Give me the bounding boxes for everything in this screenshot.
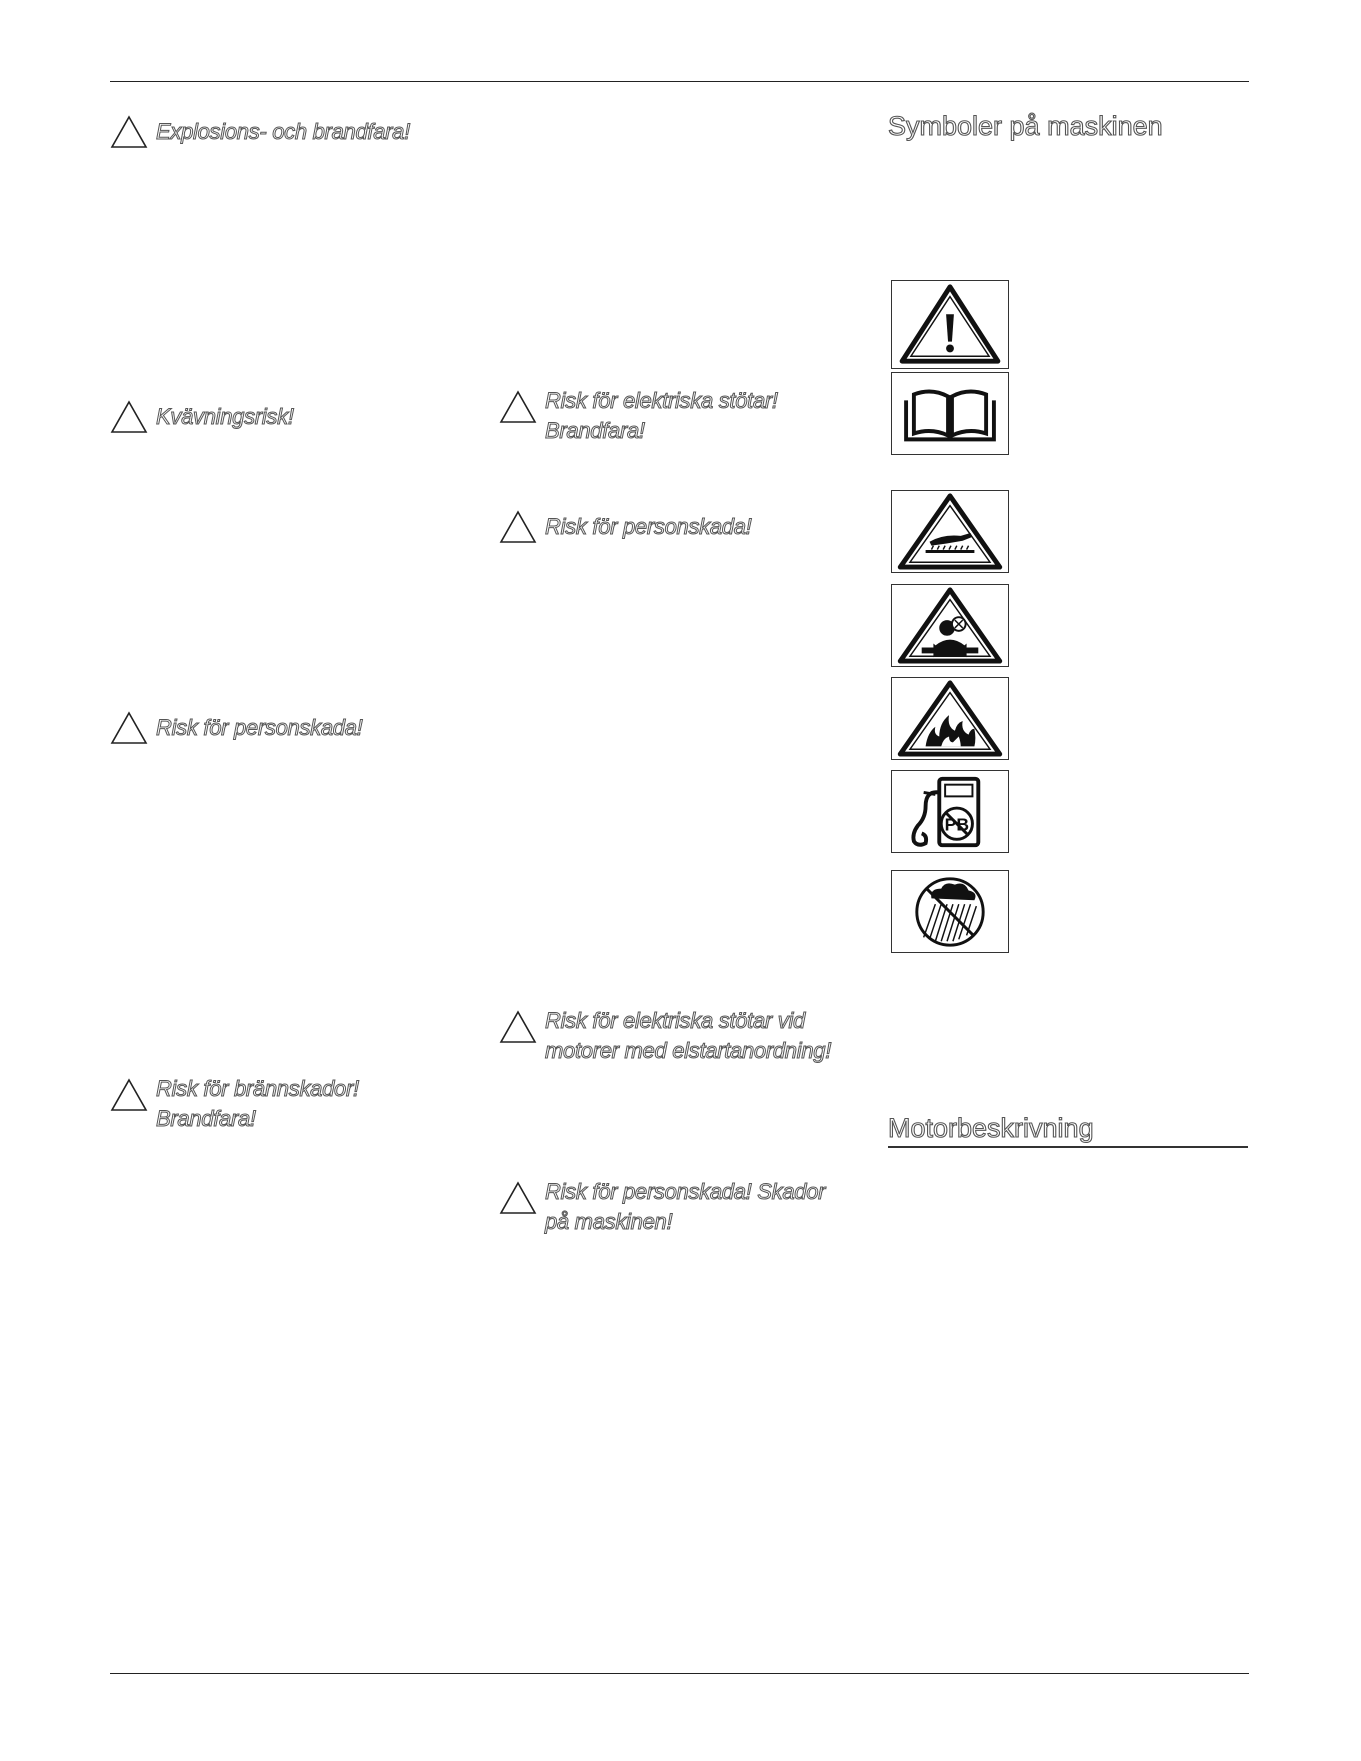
symbol-fire-hazard — [891, 677, 1009, 760]
warning-text: Kvävningsrisk! — [156, 404, 294, 429]
warning-line: Risk för elektriska stötar vid — [545, 1008, 805, 1033]
warning-line: på maskinen! — [545, 1209, 673, 1234]
exclamation-warning-icon — [892, 281, 1008, 368]
warning-text — [545, 1177, 825, 1237]
symbol-general-warning — [891, 280, 1009, 369]
warning-text — [545, 1006, 831, 1066]
toxic-fumes-icon — [892, 585, 1008, 666]
warning-triangle-icon — [110, 115, 148, 149]
fuel-pump-no-lead-icon — [892, 771, 1008, 852]
symbol-unleaded-fuel — [891, 770, 1009, 853]
warning-text: Risk för personskada! — [545, 514, 752, 539]
pb-label: PB — [944, 814, 970, 835]
warning-line: Brandfara! — [545, 418, 645, 443]
warning-line: Risk för brännskador! — [156, 1076, 359, 1101]
warning-triangle-icon — [499, 1010, 537, 1044]
hot-surface-icon — [892, 491, 1008, 572]
bottom-rule — [110, 1673, 1249, 1674]
fire-hazard-icon — [892, 678, 1008, 759]
warning-line: Brandfara! — [156, 1106, 256, 1131]
no-rain-icon — [892, 871, 1008, 952]
symbol-no-rain — [891, 870, 1009, 953]
top-rule — [110, 81, 1249, 82]
symbol-hot-surface — [891, 490, 1009, 573]
warning-triangle-icon — [499, 1181, 537, 1215]
warning-text — [156, 1074, 359, 1134]
warning-triangle-icon — [110, 400, 148, 434]
warning-text: Explosions- och brandfara! — [156, 119, 410, 144]
warning-text — [545, 386, 778, 446]
warning-triangle-icon — [110, 1078, 148, 1112]
warning-triangle-icon — [110, 711, 148, 745]
motor-heading-underline — [888, 1146, 1248, 1148]
warning-line: Risk för elektriska stötar! — [545, 388, 778, 413]
warning-line: motorer med elstartanordning! — [545, 1038, 832, 1063]
warning-triangle-icon — [499, 390, 537, 424]
warning-text: Risk för personskada! — [156, 715, 363, 740]
symbol-read-manual — [891, 372, 1009, 455]
open-book-icon — [892, 373, 1008, 454]
warning-triangle-icon — [499, 510, 537, 544]
motor-description-heading: Motorbeskrivning — [888, 1113, 1094, 1143]
symbol-toxic-fumes — [891, 584, 1009, 667]
symbols-heading: Symboler på maskinen — [888, 111, 1163, 141]
warning-line: Risk för personskada! Skador — [545, 1179, 826, 1204]
